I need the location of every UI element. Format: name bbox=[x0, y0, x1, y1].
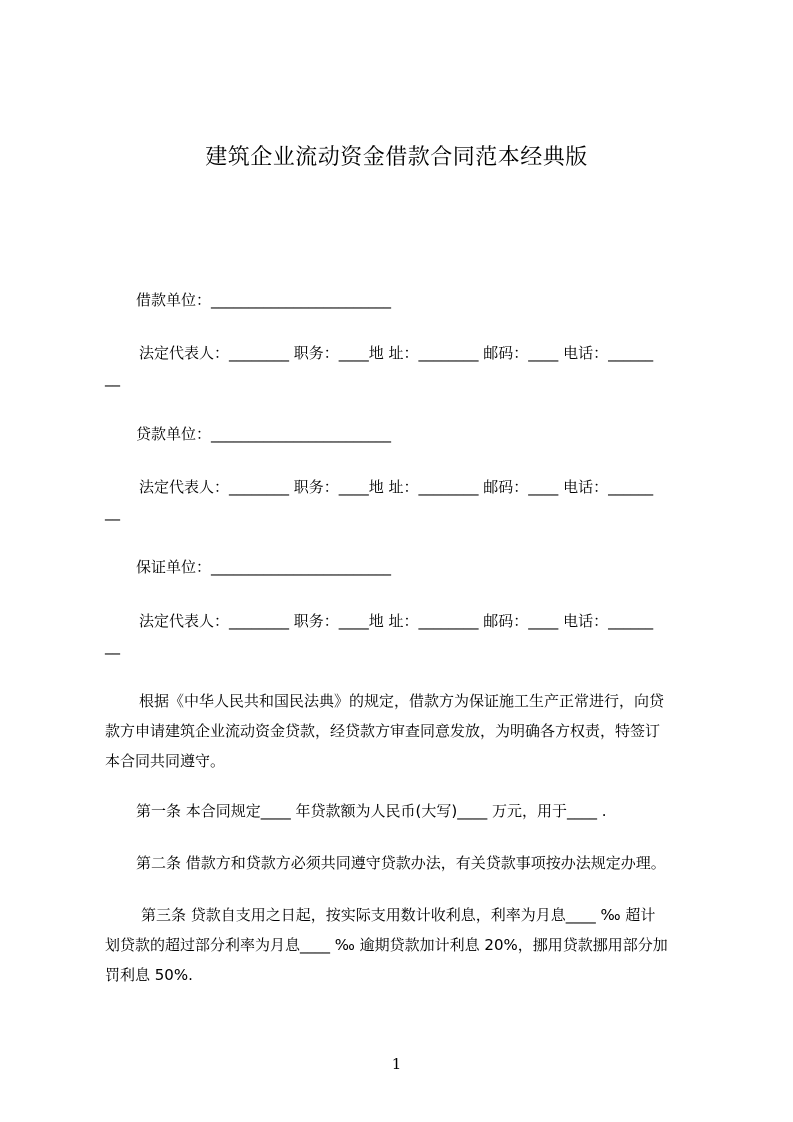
article-3-line-2: 划贷款的超过部分利率为月息____ ‰ 逾期贷款加计利息 20%，挪用贷款挪用部分加 bbox=[105, 936, 668, 954]
lender-unit-blank: ________________________ bbox=[211, 425, 392, 443]
lender-unit-label: 贷款单位： bbox=[136, 425, 212, 443]
lender-contact-wrap: __ bbox=[105, 503, 120, 521]
preamble-line-2: 款方申请建筑企业流动资金贷款，经贷款方审查同意发放，为明确各方权责，特签订 bbox=[105, 722, 661, 740]
borrower-contact-wrap: __ bbox=[105, 369, 120, 387]
article-3 bbox=[105, 900, 703, 990]
article-3-line-1: 第三条 贷款自支用之日起，按实际支用数计收利息，利率为月息____ ‰ 超计 bbox=[141, 906, 656, 924]
guarantor-unit-label: 保证单位： bbox=[136, 558, 212, 576]
guarantor-contact-line: 法定代表人：________ 职务：____地 址：________ 邮码：____ 电话：______ bbox=[139, 612, 654, 630]
guarantor-unit-line bbox=[105, 557, 734, 577]
lender-unit-line bbox=[105, 424, 734, 444]
article-1 bbox=[105, 796, 703, 826]
article-1-text: 第一条 本合同规定____ 年贷款额为人民币(大写)____ 万元，用于____ . bbox=[136, 802, 607, 820]
borrower-unit-blank: ________________________ bbox=[211, 291, 392, 309]
article-2-text: 第二条 借款方和贷款方必须共同遵守贷款办法，有关贷款事项按办法规定办理。 bbox=[136, 854, 666, 872]
article-2 bbox=[105, 848, 703, 878]
preamble-paragraph bbox=[105, 686, 703, 776]
lender-contact-line: 法定代表人：________ 职务：____地 址：________ 邮码：____ 电话：______ bbox=[139, 478, 654, 496]
guarantor-unit-blank: ________________________ bbox=[211, 558, 392, 576]
preamble-line-3: 本合同共同遵守。 bbox=[105, 752, 226, 770]
article-3-line-3: 罚利息 50%. bbox=[105, 966, 193, 984]
guarantor-contact-wrap: __ bbox=[105, 637, 120, 655]
document-title: 建筑企业流动资金借款合同范本经典版 bbox=[205, 145, 588, 170]
borrower-unit-line bbox=[105, 290, 734, 310]
page-number: 1 bbox=[391, 1055, 402, 1073]
borrower-unit-label: 借款单位： bbox=[136, 291, 212, 309]
borrower-contact-line: 法定代表人：________ 职务：____地 址：________ 邮码：____ 电话：______ bbox=[139, 344, 654, 362]
preamble-line-1: 根据《中华人民共和国民法典》的规定，借款方为保证施工生产正常进行，向贷 bbox=[139, 692, 665, 710]
